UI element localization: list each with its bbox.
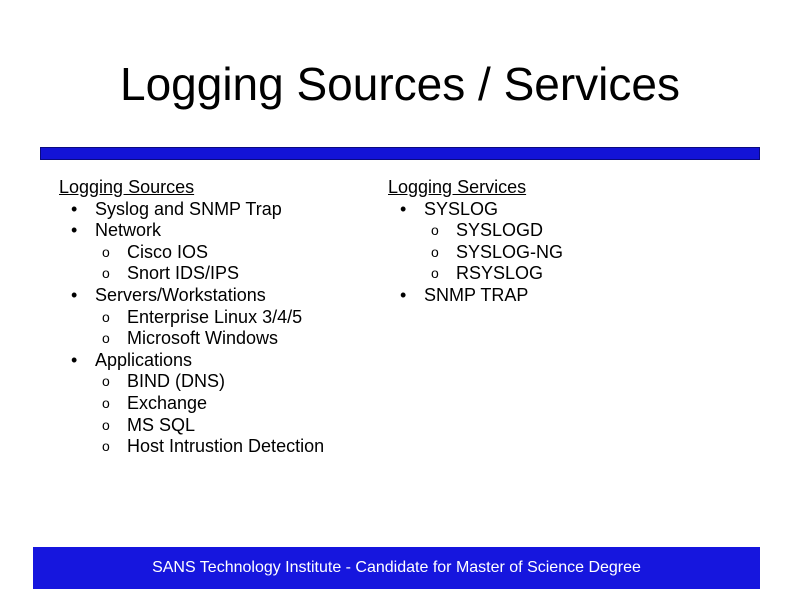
sub-list-item-label: Cisco IOS [127, 241, 209, 262]
sub-list [95, 371, 389, 457]
list-item [388, 285, 718, 307]
sub-list-item [95, 393, 389, 415]
list-item [59, 220, 389, 285]
bullet-icon: • [400, 284, 407, 305]
footer-text: SANS Technology Institute - Candidate for Master of Science Degree [152, 559, 641, 576]
sub-list-item [95, 242, 389, 264]
sub-list-item [95, 415, 389, 437]
sub-list-item-label: Enterprise Linux 3/4/5 [127, 306, 303, 327]
list-item [59, 350, 389, 458]
sub-list [95, 242, 389, 285]
sub-bullet-icon: o [431, 243, 439, 260]
sub-list-item-label: Exchange [127, 392, 208, 413]
sub-list [424, 220, 718, 285]
list-item-label: SYSLOG [424, 198, 499, 219]
sub-list-item [424, 242, 718, 264]
sub-bullet-icon: o [102, 416, 110, 433]
sub-list-item [424, 220, 718, 242]
bullet-icon: • [71, 198, 78, 219]
logging-sources-list [59, 199, 389, 458]
sub-list-item-label: BIND (DNS) [127, 371, 225, 392]
list-item-label: SNMP TRAP [424, 284, 529, 305]
sub-list-item-label: RSYSLOG [456, 263, 544, 284]
bullet-icon: • [400, 198, 407, 219]
bullet-icon: • [71, 220, 78, 241]
logging-services-column [388, 177, 718, 307]
sub-bullet-icon: o [102, 265, 110, 282]
sub-list-item [424, 263, 718, 285]
title-divider-bar [40, 147, 760, 160]
logging-sources-column [59, 177, 389, 458]
sub-list-item-label: Snort IDS/IPS [127, 263, 240, 284]
sub-bullet-icon: o [102, 394, 110, 411]
sub-bullet-icon: o [431, 265, 439, 282]
list-item-label: Network [95, 220, 162, 241]
sub-list-item [95, 371, 389, 393]
sub-bullet-icon: o [102, 330, 110, 347]
list-item [59, 285, 389, 350]
list-item [59, 199, 389, 221]
sub-list-item-label: MS SQL [127, 414, 196, 435]
sub-bullet-icon: o [102, 243, 110, 260]
footer-bar [33, 547, 760, 589]
logging-services-list [388, 199, 718, 307]
sub-bullet-icon: o [102, 373, 110, 390]
logging-sources-heading: Logging Sources [59, 177, 195, 197]
sub-list-item [95, 307, 389, 329]
sub-list-item [95, 328, 389, 350]
slide-title: Logging Sources / Services [120, 58, 680, 110]
sub-list-item [95, 436, 389, 458]
sub-list-item-label: SYSLOGD [456, 220, 544, 241]
sub-list-item-label: Host Intrustion Detection [127, 436, 325, 457]
list-item-label: Servers/Workstations [95, 284, 266, 305]
sub-bullet-icon: o [102, 308, 110, 325]
list-item-label: Syslog and SNMP Trap [95, 198, 282, 219]
sub-list-item [95, 263, 389, 285]
bullet-icon: • [71, 349, 78, 370]
list-item [388, 199, 718, 285]
bullet-icon: • [71, 284, 78, 305]
sub-bullet-icon: o [102, 438, 110, 455]
sub-list-item-label: Microsoft Windows [127, 328, 279, 349]
sub-bullet-icon: o [431, 222, 439, 239]
logging-services-heading: Logging Services [388, 177, 527, 197]
sub-list [95, 307, 389, 350]
list-item-label: Applications [95, 349, 193, 370]
sub-list-item-label: SYSLOG-NG [456, 241, 564, 262]
